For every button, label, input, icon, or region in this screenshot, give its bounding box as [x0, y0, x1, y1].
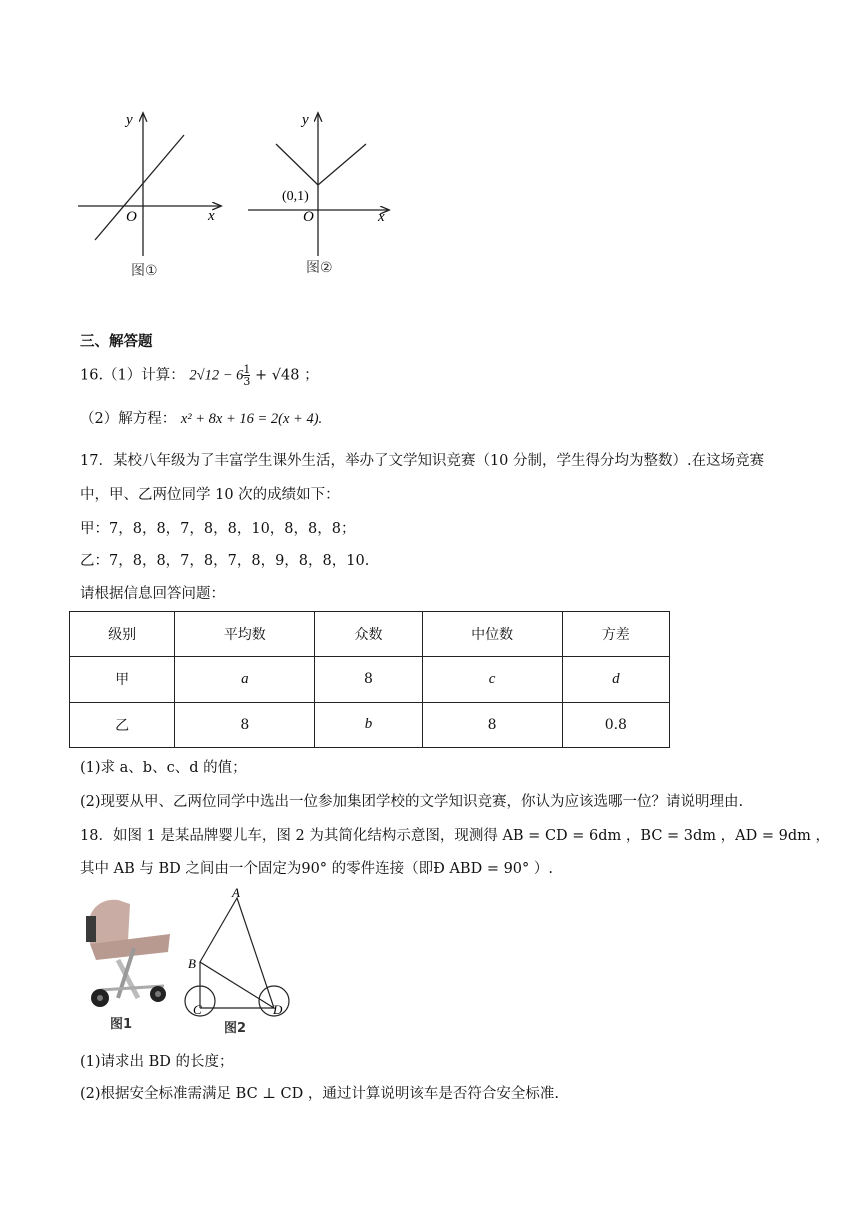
fraction — [243, 364, 250, 387]
stats-table — [69, 611, 670, 748]
x-axis-label: x — [208, 208, 215, 224]
graph-figure-1 — [70, 108, 230, 288]
q16-part2-prefix: （2）解方程： — [80, 411, 177, 427]
table-cell: 8 — [315, 657, 422, 702]
figure-caption: 图1 — [110, 1017, 133, 1031]
y-axis-label: y — [302, 112, 309, 128]
stroller-photo — [78, 886, 178, 1031]
y-axis-label: y — [126, 112, 133, 128]
q16-part2-expr: x² + 8x + 16 = 2(x + 4). — [180, 411, 323, 427]
table-row — [70, 657, 670, 702]
x-axis-label: x — [378, 209, 385, 225]
table-cell: 甲 — [70, 657, 175, 702]
figure-caption: 图2 — [224, 1021, 247, 1034]
section-title: 三、解答题 — [80, 334, 153, 350]
q16-part1 — [80, 364, 319, 386]
vertex-label-a: A — [232, 885, 240, 900]
q16-part2 — [80, 409, 322, 429]
q16-part1-expr-a: 2√12 − 6 — [189, 367, 244, 384]
q17-prompt: 请根据信息回答问题： — [80, 586, 225, 602]
q16-part1-expr-b: + √48 ； — [255, 367, 319, 384]
table-cell: 0.8 — [562, 702, 669, 747]
q17-line2: 中，甲、乙两位同学 10 次的成绩如下： — [80, 487, 340, 503]
origin-label: O — [303, 209, 314, 225]
table-header-cell: 方差 — [562, 612, 669, 657]
table-header-cell: 众数 — [315, 612, 422, 657]
table-header-cell: 级别 — [70, 612, 175, 657]
q16-part1-prefix: 16.（1）计算： — [80, 367, 185, 384]
q17-jia-scores: 甲：7，8，8，7，8，8，10，8，8，8； — [80, 521, 356, 537]
table-header-row — [70, 612, 670, 657]
table-header-cell: 平均数 — [175, 612, 315, 657]
q17-yi-scores: 乙：7，8，8，7，8，7，8，9，8，8，10. — [80, 553, 370, 569]
table-cell: d — [562, 657, 669, 702]
table-cell: c — [422, 657, 562, 702]
q18-line1: 18．如图 1 是某品牌婴儿车，图 2 为其简化结构示意图，现测得 AB = CD = 6dm ，BC = 3dm ，AD = 9dm ， — [80, 828, 830, 844]
q18-sub1: (1)请求出 BD 的长度； — [80, 1054, 234, 1070]
table-cell: b — [315, 702, 422, 747]
graph-line — [95, 135, 184, 240]
table-cell: 8 — [422, 702, 562, 747]
q18-line2: 其中 AB 与 BD 之间由一个固定为90° 的零件连接（即Ð ABD = 90° ）. — [80, 861, 554, 877]
q17-sub1: (1)求 a、b、c、d 的值； — [80, 760, 247, 776]
vertex-label-c: C — [193, 1002, 202, 1017]
fraction-denominator: 3 — [243, 375, 251, 388]
q17-line1: 17．某校八年级为了丰富学生课外生活，举办了文学知识竞赛（10 分制，学生得分均为整数）.在这场竞赛 — [80, 453, 765, 469]
table-cell: 8 — [175, 702, 315, 747]
graph-figure-2 — [240, 108, 400, 288]
vertex-label-d: D — [273, 1002, 283, 1017]
vertex-label-b: B — [188, 956, 196, 971]
table-row — [70, 702, 670, 747]
origin-label: O — [126, 209, 137, 225]
table-header-cell: 中位数 — [422, 612, 562, 657]
figure-caption: 图② — [306, 260, 333, 276]
point-label: (0,1) — [282, 189, 309, 204]
structure-diagram — [180, 884, 295, 1034]
q18-sub2: (2)根据安全标准需满足 BC ⊥ CD ，通过计算说明该车是否符合安全标准. — [80, 1086, 559, 1102]
fraction-numerator: 1 — [243, 363, 251, 376]
q17-sub2: (2)现要从甲、乙两位同学中选出一位参加集团学校的文学知识竞赛，你认为应该选哪一位？请说明理由. — [80, 794, 744, 810]
table-cell: 乙 — [70, 702, 175, 747]
figure-caption: 图① — [131, 263, 158, 279]
v-shaped-graph — [276, 144, 366, 185]
table-cell: a — [175, 657, 315, 702]
